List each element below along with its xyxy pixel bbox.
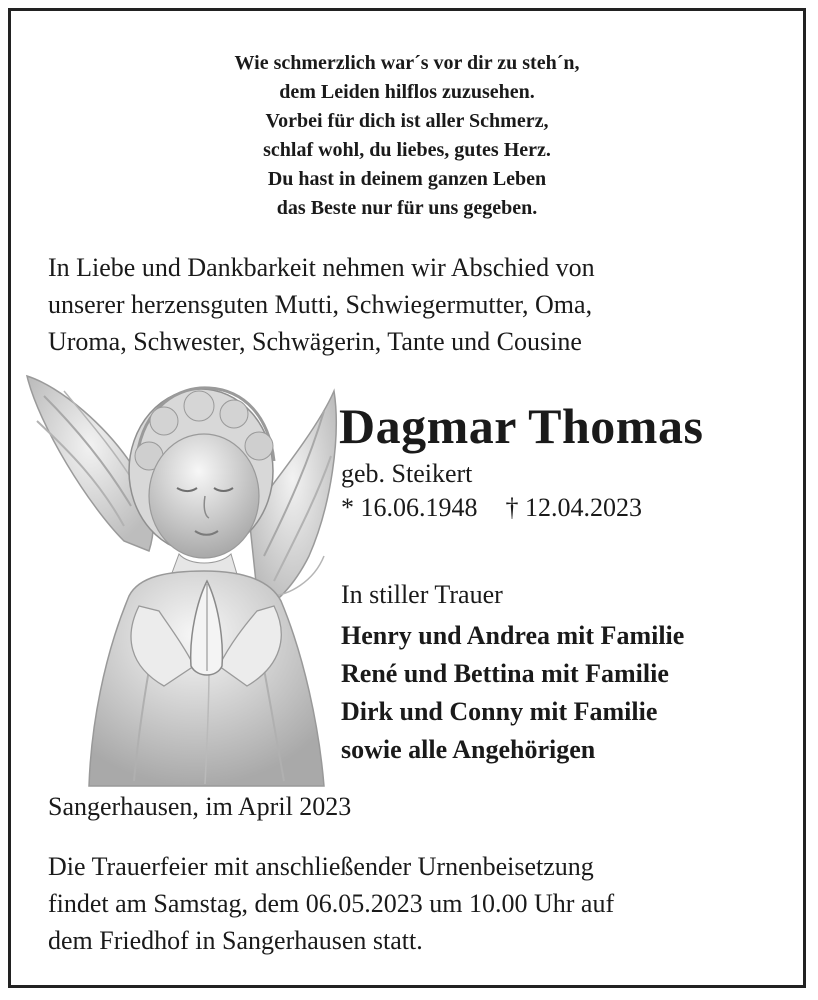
birth-date: * 16.06.1948 bbox=[341, 493, 478, 522]
place-date: Sangerhausen, im April 2023 bbox=[48, 792, 352, 821]
poem-line: dem Leiden hilflos zuzusehen. bbox=[279, 81, 535, 103]
intro-line: In Liebe und Dankbarkeit nehmen wir Abschied von bbox=[48, 253, 595, 282]
poem-line: das Beste nur für uns gegeben. bbox=[276, 197, 538, 219]
mourners-list bbox=[341, 617, 684, 769]
poem-line: schlaf wohl, du liebes, gutes Herz. bbox=[263, 139, 551, 161]
funeral-service-info bbox=[48, 848, 788, 959]
service-line: findet am Samstag, dem 06.05.2023 um 10.00 Uhr auf bbox=[48, 889, 615, 918]
mourning-label: In stiller Trauer bbox=[341, 580, 503, 609]
birth-name: geb. Steikert bbox=[341, 459, 473, 488]
poem-line: Du hast in deinem ganzen Leben bbox=[267, 168, 547, 190]
intro-line: Uroma, Schwester, Schwägerin, Tante und Cousine bbox=[48, 327, 582, 356]
service-line: dem Friedhof in Sangerhausen statt. bbox=[48, 926, 423, 955]
death-date: † 12.04.2023 bbox=[505, 493, 642, 522]
intro-line: unserer herzensguten Mutti, Schwiegermutter, Oma, bbox=[48, 290, 593, 319]
praying-angel-icon bbox=[19, 366, 349, 791]
life-dates bbox=[341, 491, 642, 525]
mourner-line: René und Bettina mit Familie bbox=[341, 659, 669, 688]
mourner-line: sowie alle Angehörigen bbox=[341, 735, 596, 764]
intro-text bbox=[48, 249, 788, 360]
deceased-name: Dagmar Thomas bbox=[339, 398, 704, 454]
poem-line: Vorbei für dich ist aller Schmerz, bbox=[265, 110, 549, 132]
mourner-line: Henry und Andrea mit Familie bbox=[341, 621, 685, 650]
service-line: Die Trauerfeier mit anschließender Urnenbeisetzung bbox=[48, 852, 594, 881]
obituary-notice bbox=[8, 8, 806, 988]
poem-line: Wie schmerzlich war´s vor dir zu steh´n, bbox=[234, 52, 580, 74]
poem bbox=[11, 49, 803, 223]
mourner-line: Dirk und Conny mit Familie bbox=[341, 697, 658, 726]
